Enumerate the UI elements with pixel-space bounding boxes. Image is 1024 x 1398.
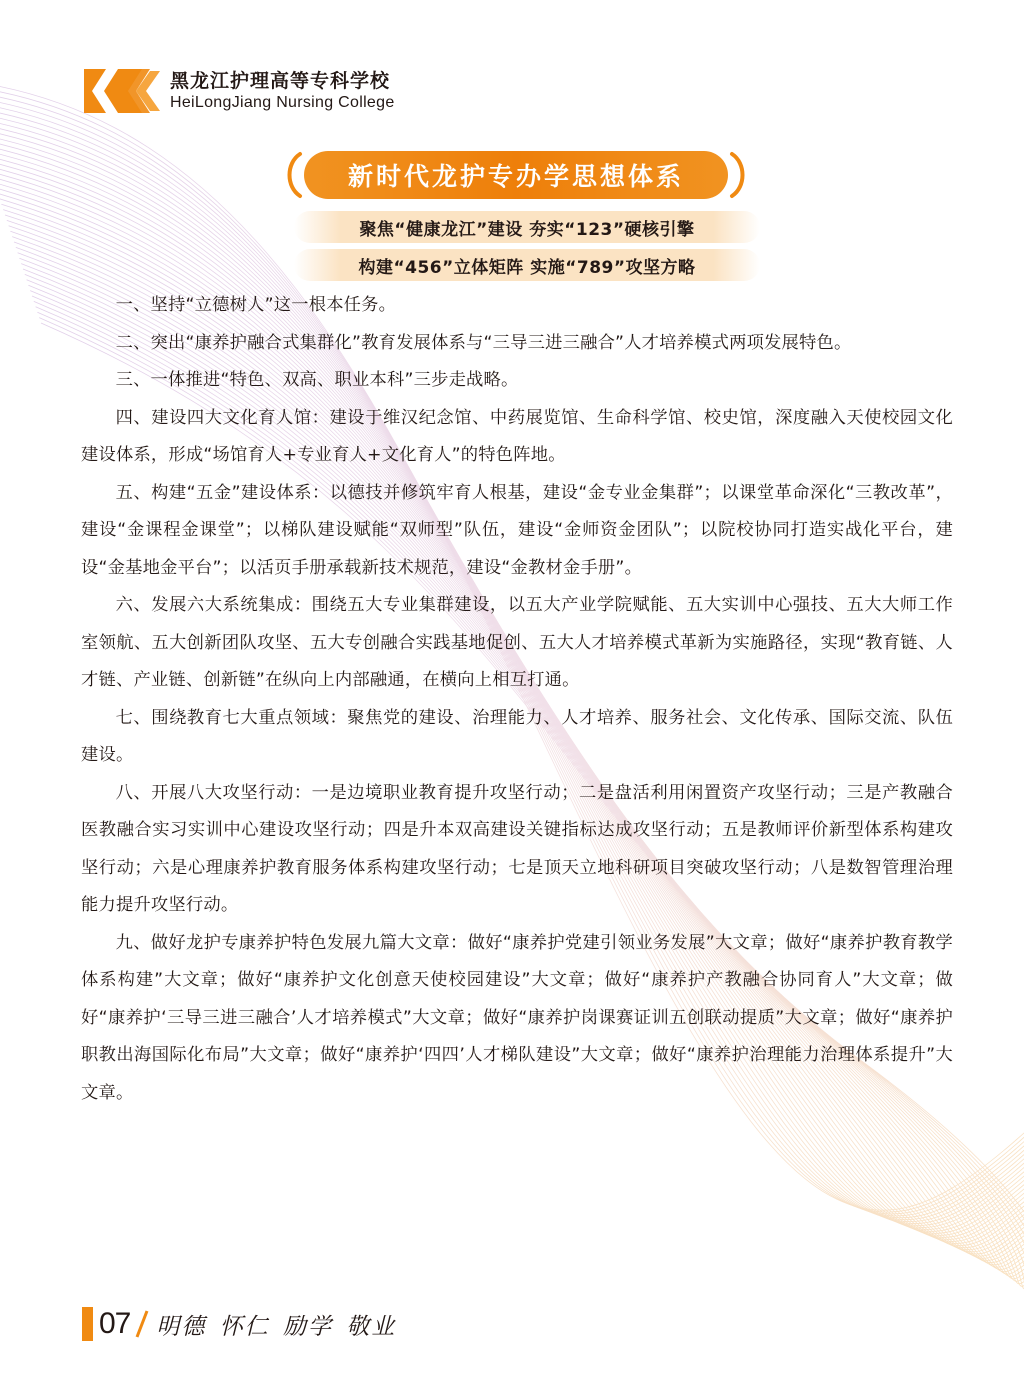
paragraph-2: 二、突出“康养护融合式集群化”教育发展体系与“三导三进三融合”人才培养模式两项发展特色。	[115, 332, 852, 353]
school-motto: 明德 怀仁 励学 敬业	[156, 1313, 397, 1340]
paragraph-9: 九、做好龙护专康养护特色发展九篇大文章：做好“康养护党建引领业务发展”大文章；做好“康养护教育教学体系构建”大文章；做好“康养护文化创意天使校园建设”大文章；做好“康养护产教融合协同育人”大文章；做好“康养护‘三导三进三融合’人才培养模式”大文章；做好“康养护岗课赛证训五创联动提质”大文章；做好“康养护职教出海国际化布局”大文章；做好“康养护‘四四’人才梯队建设”大文章；做好“康养护治理能力治理体系提升”大文章。	[81, 932, 953, 1103]
subtitle-bar-1	[294, 211, 760, 243]
subtitle-2: 构建“456”立体矩阵 实施“789”攻坚方略	[358, 257, 696, 278]
paragraph-3: 三、一体推进“特色、双高、职业本科”三步走战略。	[115, 370, 519, 390]
right-bracket-icon	[728, 151, 750, 199]
school-header	[84, 66, 395, 116]
body-content	[81, 287, 953, 1112]
page-footer	[82, 1306, 396, 1342]
paragraph-8: 八、开展八大攻坚行动：一是边境职业教育提升攻坚行动；二是盘活利用闲置资产攻坚行动；三是产教融合医教融合实习实训中心建设攻坚行动；四是升本双高建设关键指标达成攻坚行动；五是教师评价新型体系构建攻坚行动；六是心理康养护教育服务体系构建攻坚行动；七是顶天立地科研项目突破攻坚行动；八是数智管理治理能力提升攻坚行动。	[81, 782, 953, 915]
paragraph-1: 一、坚持“立德树人”这一根本任务。	[115, 295, 397, 315]
title-pill	[304, 151, 728, 199]
paragraph-7: 七、围绕教育七大重点领域：聚焦党的建设、治理能力、人才培养、服务社会、文化传承、国际交流、队伍建设。	[81, 707, 953, 765]
left-bracket-icon	[282, 151, 304, 199]
footer-accent-bar	[82, 1307, 93, 1341]
page-title: 新时代龙护专办学思想体系	[347, 162, 684, 191]
subtitle-bar-2	[294, 249, 760, 281]
paragraph-6: 六、发展六大系统集成：围绕五大专业集群建设，以五大产业学院赋能、五大实训中心强技、五大大师工作室领航、五大创新团队攻坚、五大专创融合实践基地促创、五大人才培养模式革新为实施路径，实现“教育链、人才链、产业链、创新链”在纵向上内部融通，在横向上相互打通。	[81, 595, 953, 690]
page-number: 07	[99, 1307, 131, 1340]
school-name-chinese: 黑龙江护理高等专科学校	[170, 70, 391, 92]
school-name-english: HeiLongJiang Nursing College	[170, 94, 395, 111]
paragraph-5: 五、构建“五金”建设体系：以德技并修筑牢育人根基，建设“金专业金集群”；以课堂革命深化“三教改革”，建设“金课程金课堂”；以梯队建设赋能“双师型”队伍，建设“金师资金团队”；以院校协同打造实战化平台，建设“金基地金平台”；以活页手册承载新技术规范，建设“金教材金手册”。	[81, 482, 953, 578]
slash-divider-icon	[134, 1309, 150, 1339]
title-banner	[282, 151, 750, 199]
school-logo-chevron-icon	[84, 67, 162, 115]
subtitle-1: 聚焦“健康龙江”建设 夯实“123”硬核引擎	[359, 219, 695, 240]
paragraph-4: 四、建设四大文化育人馆：建设于维汉纪念馆、中药展览馆、生命科学馆、校史馆，深度融入天使校园文化建设体系，形成“场馆育人+专业育人+文化育人”的特色阵地。	[81, 407, 953, 465]
